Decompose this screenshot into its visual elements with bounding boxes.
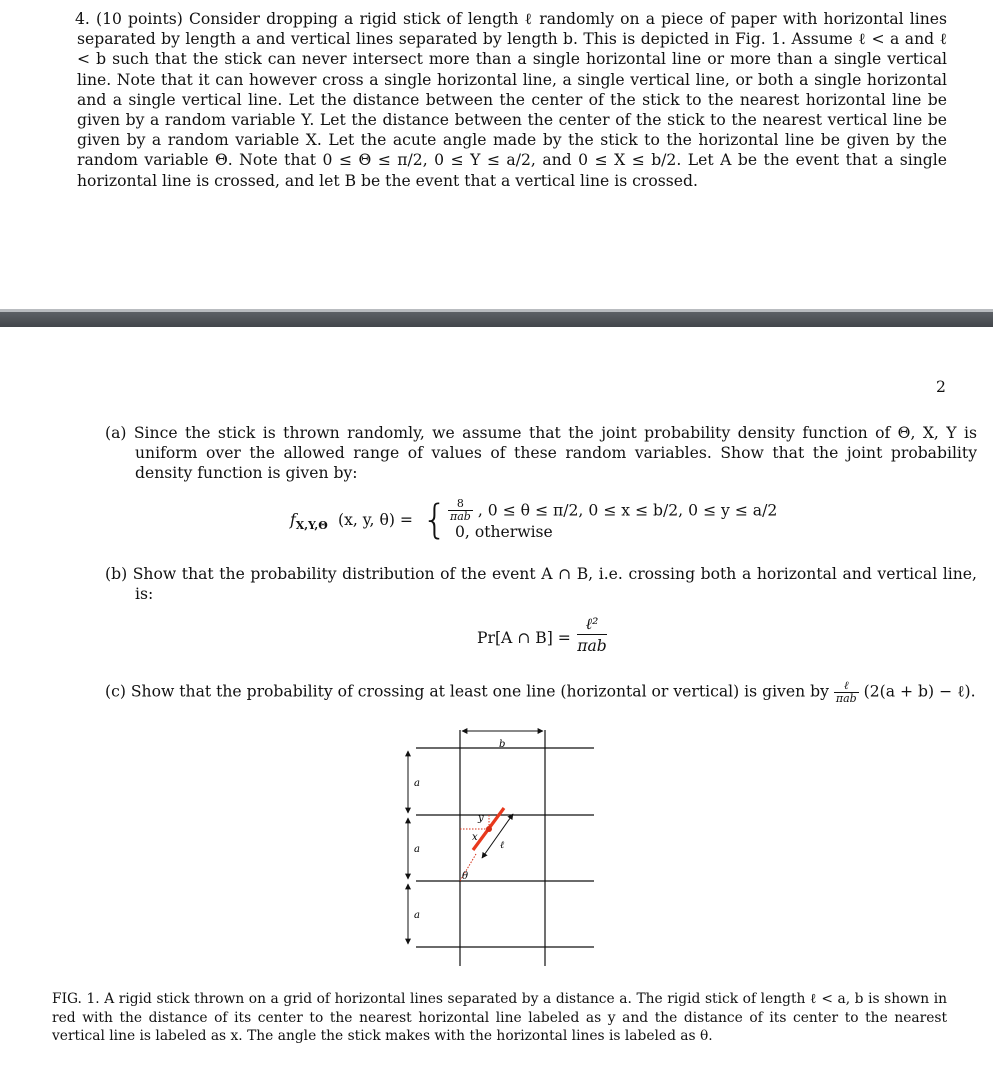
b-label: b xyxy=(499,739,506,750)
pdf-equation xyxy=(290,498,810,544)
part-c xyxy=(105,679,976,705)
prob-den: πab xyxy=(577,637,607,655)
part-b-text: (b) Show that the probability distribution of the event A ∩ B, i.e. crossing both a horizontal and vertical line, is: xyxy=(105,565,977,604)
page-number: 2 xyxy=(936,378,946,396)
pdf-lhs-args: (x, y, θ) = xyxy=(338,511,413,529)
prob-fraction xyxy=(577,614,607,657)
theta-label: θ xyxy=(462,871,469,882)
case-2-condition: , otherwise xyxy=(464,523,553,541)
pdf-lhs xyxy=(290,510,328,536)
x-label: x xyxy=(472,832,478,843)
part-c-fraction xyxy=(834,680,859,705)
part-b xyxy=(105,564,977,604)
problem-statement xyxy=(77,9,947,191)
problem-text: 4. (10 points) Consider dropping a rigid stick of length ℓ randomly on a piece of paper with horizontal lines separated by length a and vertical lines separated by length b. This is depicted in Fig. 1. Assume ℓ < a and ℓ < b such that the stick can never intersect more than a single horizontal line or more than a single vertical line. Note that it can however cross a single horizontal line, a single vertical line, or both a single horizontal and a single vertical line. Let the distance between the center of the stick to the nearest horizontal line be given by a random variable Y. Let the distance between the center of the stick to the nearest vertical line be given by a random variable X. Let the acute angle made by the stick to the horizontal line be given by the random variable Θ. Note that 0 ≤ Θ ≤ π/2, 0 ≤ Y ≤ a/2, and 0 ≤ X ≤ b/2. Let A be the event that a single horizontal line is crossed, and let B be the event that a vertical line is crossed. xyxy=(75,10,947,190)
prob-equation xyxy=(477,614,637,664)
stick-center xyxy=(486,826,492,832)
brace: { xyxy=(422,497,448,543)
length-arrow xyxy=(482,814,513,858)
case-1-condition: , 0 ≤ θ ≤ π/2, 0 ≤ x ≤ b/2, 0 ≤ y ≤ a/2 xyxy=(477,501,778,520)
a-label-1: a xyxy=(414,778,420,789)
y-label: y xyxy=(478,813,484,824)
figure-caption xyxy=(52,990,947,1046)
pdf-lhs-sub: X,Y,Θ xyxy=(295,519,328,533)
l-label: ℓ xyxy=(500,840,505,851)
grid-figure xyxy=(396,722,606,970)
prob-lhs: Pr[A ∩ B] = xyxy=(477,629,571,647)
part-a xyxy=(105,423,977,484)
part-c-tail: (2(a + b) − ℓ). xyxy=(863,682,976,701)
part-c-text: (c) Show that the probability of crossing at least one line (horizontal or vertical) is given by xyxy=(105,682,829,701)
page-separator xyxy=(0,309,993,327)
case-1-num: 8 xyxy=(448,498,473,511)
case-1-fraction xyxy=(448,498,473,523)
part-c-num: ℓ xyxy=(834,680,859,693)
part-a-text: (a) Since the stick is thrown randomly, we assume that the joint probability density function of Θ, X, Y is uniform over the allowed range of values of these random variables. Show that the joint probability density function is given by: xyxy=(105,424,977,483)
part-c-den: πab xyxy=(835,692,857,705)
case-1 xyxy=(448,498,777,523)
a-label-2: a xyxy=(414,844,420,855)
case-1-den: πab xyxy=(450,510,471,523)
pdf-lhs-f: f xyxy=(290,511,296,529)
case-2-value: 0 xyxy=(455,523,465,541)
case-2 xyxy=(455,522,553,542)
a-label-3: a xyxy=(414,910,420,921)
prob-num: ℓ² xyxy=(577,614,607,635)
caption-text: FIG. 1. A rigid stick thrown on a grid of horizontal lines separated by a distance a. The rigid stick of length ℓ < a, b is shown in red with the distance of its center to the nearest horizontal line labeled as y and the distance of its center to the nearest vertical line is labeled as x. The angle the stick makes with the horizontal lines is labeled as θ. xyxy=(52,991,947,1044)
